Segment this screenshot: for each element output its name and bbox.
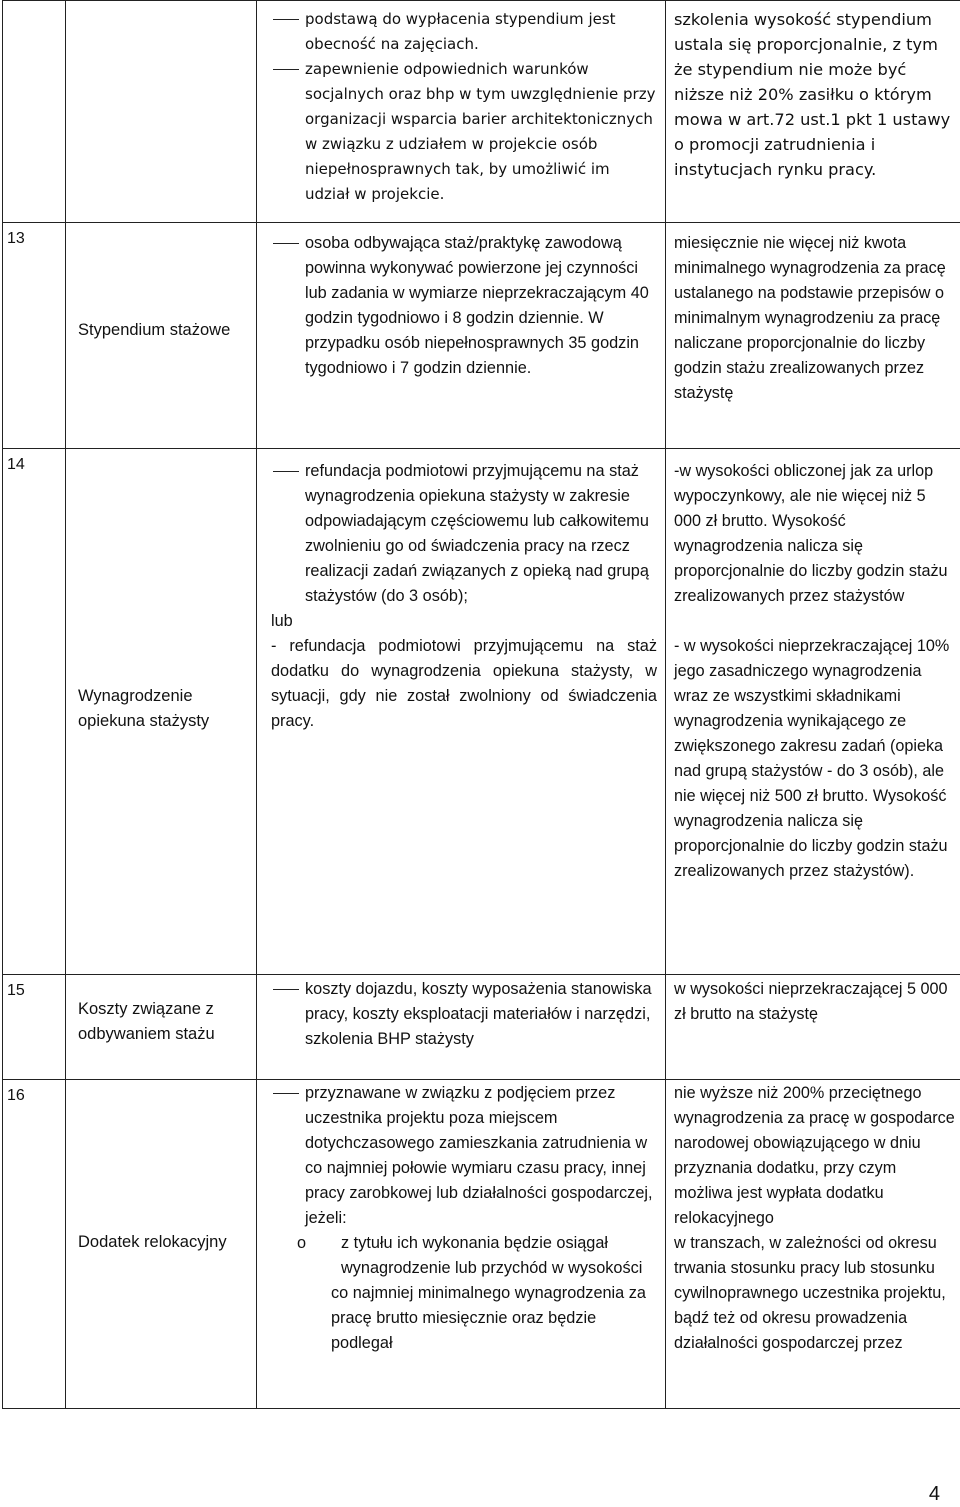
- list-item: zapewnienie odpowiednich warunków socjalnych oraz bhp w tym uwzględnienie przy organizacji wsparcia barier architektonicznych w związku z udziałem w projekcie osób niepełnosprawnych tak, by umożliwić im udział w projekcie.: [271, 57, 657, 207]
- dash-bullet-icon: [271, 7, 305, 32]
- row-amount-cell: w wysokości nieprzekraczającej 5 000 zł brutto na stażystę: [666, 975, 960, 1080]
- amount-text: - w wysokości nieprzekraczającej 10% jego zasadniczego wynagrodzenia wraz ze wszystkimi składnikami wynagrodzenia wynikającego ze zwiększonego zakresu zadań (opieka nad grupą stażystów - do 3 osób), ale nie więcej niż 500 zł brutto. Wysokość wynagrodzenia nalicza się proporcjonalnie do liczby godzin stażu zrealizowanych przez stażystów).: [674, 637, 950, 880]
- row-name-cell: [66, 1, 257, 223]
- amount-text: w transzach, w zależności od okresu trwania stosunku pracy lub stosunku cywilnoprawnego uczestnika projektu, bądź też od okresu prowadzenia działalności gospodarczej przez: [674, 1234, 946, 1352]
- row-name-cell: Dodatek relokacyjny: [66, 1080, 257, 1409]
- alternative-text: - refundacja podmiotowi przyjmującemu na staż dodatku do wynagrodzenia opiekuna stażysty, w sytuacji, gdy nie został zwolniony od świadczenia pracy.: [271, 637, 657, 730]
- document-table: [2, 0, 960, 1409]
- table-row: [3, 449, 960, 975]
- circle-bullet-icon: o: [297, 1234, 307, 1252]
- dash-bullet-icon: [271, 459, 305, 484]
- row-number-cell: 13: [3, 223, 66, 449]
- row-description-cell: [257, 1080, 666, 1409]
- row-description-cell: [257, 975, 666, 1080]
- amount-text: nie wyższe niż 200% przeciętnego wynagrodzenia za pracę w gospodarce narodowej obowiązującego w dniu przyznania dodatku, przy czym możliwa jest wypłata dodatku relokacyjnego: [674, 1084, 955, 1227]
- list-item: podstawą do wypłacenia stypendium jest obecność na zajęciach.: [271, 7, 657, 57]
- list-item: refundacja podmiotowi przyjmującemu na staż wynagrodzenia opiekuna stażysty w zakresie odpowiadającym częściowemu lub całkowitemu zwolnieniu go od świadczenia pracy na rzecz realizacji zadań związanych z opieką nad grupą stażystów (do 3 osób);: [271, 459, 657, 609]
- dash-bullet-icon: [271, 1081, 305, 1106]
- sub-item-continuation: co najmniej minimalnego wynagrodzenia za pracę brutto miesięcznie oraz będzie podlegał: [331, 1284, 646, 1352]
- dash-bullet-icon: [271, 231, 305, 256]
- table-row: [3, 975, 960, 1080]
- row-description-cell: [257, 223, 666, 449]
- row-amount-cell: miesięcznie nie więcej niż kwota minimalnego wynagrodzenia za pracę ustalanego na podstawie przepisów o minimalnym wynagrodzeniu za pracę naliczane proporcjonalnie do liczby godzin stażu zrealizowanych przez stażystę: [666, 223, 960, 449]
- or-label: lub: [271, 612, 293, 630]
- list-item: osoba odbywająca staż/praktykę zawodową powinna wykonywać powierzone jej czynności lub zadania w wymiarze nieprzekraczającym 40 godzin tygodniowo i 8 godzin dziennie. W przypadku osób niepełnosprawnych 35 godzin tygodniowo i 7 godzin dziennie.: [271, 231, 657, 381]
- row-number-cell: [3, 1, 66, 223]
- row-name-cell: Stypendium stażowe: [66, 223, 257, 449]
- row-amount-cell: szkolenia wysokość stypendium ustala się proporcjonalnie, z tym że stypendium nie może być niższe niż 20% zasiłku o którym mowa w art.72 ust.1 pkt 1 ustawy o promocji zatrudnienia i instytucjach rynku pracy.: [666, 1, 960, 223]
- sub-list-item: o z tytułu ich wykonania będzie osiągał wynagrodzenie lub przychód w wysokości: [271, 1231, 657, 1281]
- row-number-cell: 14: [3, 449, 66, 975]
- page-number: 4: [928, 1483, 940, 1505]
- row-description-cell: [257, 449, 666, 975]
- row-amount-cell: [666, 1080, 960, 1409]
- row-amount-cell: [666, 449, 960, 975]
- row-number-cell: 15: [3, 975, 66, 1080]
- amount-text: -w wysokości obliczonej jak za urlop wypoczynkowy, ale nie więcej niż 5 000 zł brutto. Wysokość wynagrodzenia nalicza się proporcjonalnie do liczby godzin stażu zrealizowanych przez stażystów: [674, 462, 948, 605]
- row-name-cell: Koszty związane z odbywaniem stażu: [66, 975, 257, 1080]
- row-name-cell: Wynagrodzenie opiekuna stażysty: [66, 449, 257, 975]
- table-row: [3, 223, 960, 449]
- table-row: [3, 1080, 960, 1409]
- dash-bullet-icon: [271, 57, 305, 82]
- row-description-cell: [257, 1, 666, 223]
- row-number-cell: 16: [3, 1080, 66, 1409]
- list-item: przyznawane w związku z podjęciem przez uczestnika projektu poza miejscem dotychczasowego zamieszkania zatrudnienia w co najmniej połowie wymiaru czasu pracy, innej pracy zarobkowej lub działalności gospodarczej, jeżeli:: [271, 1081, 657, 1231]
- table-row: [3, 1, 960, 223]
- dash-bullet-icon: [271, 977, 305, 1002]
- list-item: koszty dojazdu, koszty wyposażenia stanowiska pracy, koszty eksploatacji materiałów i narzędzi, szkolenia BHP stażysty: [271, 977, 657, 1052]
